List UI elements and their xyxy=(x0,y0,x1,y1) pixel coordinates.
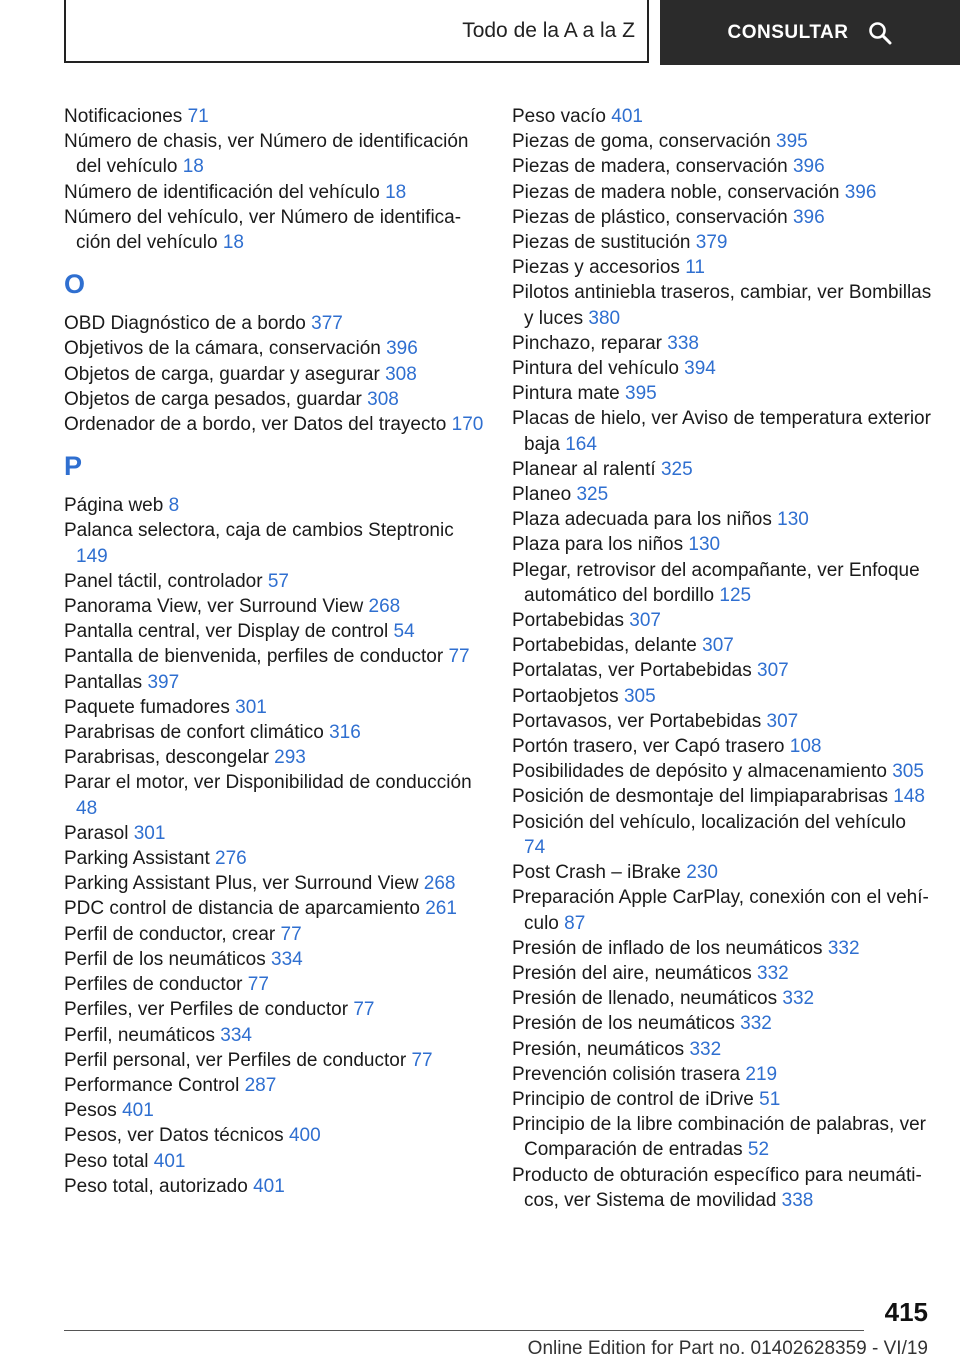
index-entry-text: Ordenador de a bordo, ver Datos del trayecto xyxy=(64,414,447,436)
index-entry-text: Post Crash – iBrake xyxy=(512,862,681,884)
index-entry-text: Perfil de conductor, crear xyxy=(64,923,276,945)
index-entry[interactable] xyxy=(512,280,932,330)
page-reference-link[interactable]: 305 xyxy=(623,685,656,707)
index-entry[interactable] xyxy=(64,387,484,412)
index-entry-text: Planear al ralentí xyxy=(512,458,656,480)
index-entry-text: Plaza para los niños xyxy=(512,534,684,556)
index-entry[interactable] xyxy=(64,205,484,255)
index-entry[interactable] xyxy=(64,1174,484,1199)
index-entry-text: Notificaciones xyxy=(64,106,183,127)
footer-divider xyxy=(64,1330,864,1331)
index-entry[interactable] xyxy=(512,356,932,381)
index-entry-text: Piezas de madera, conservación xyxy=(512,156,788,178)
index-entry[interactable] xyxy=(512,1087,932,1112)
index-letter-heading: O xyxy=(64,269,86,300)
page-reference-link[interactable]: 332 xyxy=(740,1013,772,1035)
page-number: 415 xyxy=(884,1297,928,1327)
index-entry-text: Piezas y accesorios xyxy=(512,257,680,279)
page-reference-link[interactable]: 149 xyxy=(76,545,108,567)
index-entry-text: Parabrisas, descongelar xyxy=(64,747,269,769)
magnifier-icon xyxy=(868,21,892,45)
page-reference-link[interactable]: 394 xyxy=(684,358,716,380)
index-letter-heading: P xyxy=(64,451,83,482)
page-reference-link[interactable]: 395 xyxy=(776,131,808,153)
page-reference-link[interactable]: 332 xyxy=(689,1038,722,1060)
index-entry[interactable] xyxy=(64,311,484,336)
index-entry-text: PDC control de distancia de aparcamiento xyxy=(64,898,420,920)
page-reference-link[interactable]: 74 xyxy=(524,836,546,858)
page-reference-link[interactable]: 338 xyxy=(667,332,699,354)
page-reference-link[interactable]: 401 xyxy=(122,1100,154,1122)
page-reference-link[interactable]: 170 xyxy=(451,414,484,436)
index-entry-text: Planeo xyxy=(512,484,572,506)
index-entry-text: Performance Control xyxy=(64,1074,240,1096)
index-entry[interactable] xyxy=(512,709,932,734)
index-entry[interactable] xyxy=(512,457,932,482)
page-reference-link[interactable]: 305 xyxy=(892,761,924,783)
index-entry[interactable] xyxy=(64,947,484,972)
page-reference-link[interactable]: 301 xyxy=(133,822,166,844)
index-entry[interactable] xyxy=(512,104,932,129)
index-entry[interactable] xyxy=(512,1112,932,1162)
index-entry-text: Presión de inflado de los neumáticos xyxy=(512,937,823,959)
index-entry[interactable] xyxy=(64,518,484,568)
index-entry-text: Principio de control de iDrive xyxy=(512,1088,754,1110)
index-entry[interactable] xyxy=(64,1098,484,1123)
index-entry[interactable] xyxy=(512,180,932,205)
index-entry-text: Pintura del vehículo xyxy=(512,358,679,380)
index-entry-text: Peso total, autorizado xyxy=(64,1175,248,1197)
index-entry-text: Perfiles de conductor xyxy=(64,974,243,996)
page-reference-link[interactable]: 401 xyxy=(153,1150,186,1172)
page-reference-link[interactable]: 316 xyxy=(329,722,361,744)
index-entry-text: Pantallas xyxy=(64,671,143,693)
index-entry[interactable] xyxy=(64,619,484,644)
index-entry-text: Posición del vehículo, localización del vehículo xyxy=(512,811,906,833)
page-reference-link[interactable]: 334 xyxy=(271,948,303,970)
page-reference-link[interactable]: 287 xyxy=(244,1074,277,1096)
page-reference-link[interactable]: 395 xyxy=(625,383,657,405)
index-entry[interactable] xyxy=(512,154,932,179)
index-entry-text: Paquete fumadores xyxy=(64,696,230,718)
index-entry[interactable] xyxy=(64,594,484,619)
page-reference-link[interactable]: 54 xyxy=(393,621,415,643)
index-entry-text: Panorama View, ver Surround View xyxy=(64,596,364,618)
page-reference-link[interactable]: 338 xyxy=(781,1189,814,1211)
index-entry-text: Parasol xyxy=(64,822,129,844)
index-entry[interactable] xyxy=(64,922,484,947)
page-reference-link[interactable]: 308 xyxy=(367,388,399,410)
index-entry[interactable] xyxy=(64,1023,484,1048)
index-entry-text: Piezas de plástico, conservación xyxy=(512,206,788,228)
page-reference-link[interactable]: 268 xyxy=(423,873,456,895)
index-entry-text: Palanca selectora, caja de cambios Steptronic xyxy=(64,520,454,542)
page-reference-link[interactable]: 325 xyxy=(576,484,609,506)
page-reference-link[interactable]: 77 xyxy=(280,923,302,945)
index-entry-text: Objetos de carga, guardar y asegurar xyxy=(64,363,380,385)
index-entry-text: Pilotos antiniebla traseros, cambiar, ver Bombillas y luces xyxy=(512,282,932,329)
index-entry-text: Portón trasero, ver Capó trasero xyxy=(512,736,785,758)
page-reference-link[interactable]: 71 xyxy=(187,106,209,127)
page-reference-link[interactable]: 380 xyxy=(588,307,621,329)
page-reference-link[interactable]: 332 xyxy=(757,962,789,984)
index-entry-text: Objetos de carga pesados, guardar xyxy=(64,388,362,410)
index-entry[interactable] xyxy=(64,412,484,437)
index-entry[interactable] xyxy=(512,331,932,356)
index-entry-text: Presión, neumáticos xyxy=(512,1038,685,1060)
index-entry-text: Piezas de goma, conservación xyxy=(512,131,771,153)
header-tabs xyxy=(0,0,960,66)
search-tab-label: CONSULTAR xyxy=(727,21,849,43)
index-entry[interactable] xyxy=(64,821,484,846)
index-entry-text: Portaobjetos xyxy=(512,685,619,707)
page-reference-link[interactable]: 401 xyxy=(253,1175,285,1197)
index-entry[interactable] xyxy=(512,205,932,230)
index-entry[interactable] xyxy=(64,770,484,820)
index-entry-text: Página web xyxy=(64,495,164,517)
page-reference-link[interactable]: 148 xyxy=(893,786,925,808)
index-entry[interactable] xyxy=(512,507,932,532)
index-entry[interactable] xyxy=(512,532,932,557)
page-reference-link[interactable]: 219 xyxy=(745,1063,778,1085)
page-reference-link[interactable]: 396 xyxy=(844,181,877,203)
index-tab[interactable] xyxy=(64,0,649,63)
index-entry-text: Presión de los neumáticos xyxy=(512,1013,735,1035)
index-entry[interactable] xyxy=(512,810,932,860)
index-entry-text: Número de chasis, ver Número de identificación del vehículo xyxy=(64,131,469,178)
index-entry[interactable] xyxy=(64,104,484,129)
index-entry-text: Pantalla de bienvenida, perfiles de conductor xyxy=(64,646,444,668)
page-reference-link[interactable]: 332 xyxy=(827,937,860,959)
index-entry[interactable] xyxy=(512,1037,932,1062)
index-entry-text: Objetivos de la cámara, conservación xyxy=(64,338,381,360)
index-entry[interactable] xyxy=(512,734,932,759)
index-entry[interactable] xyxy=(64,180,484,205)
index-entry[interactable] xyxy=(512,633,932,658)
page-reference-link[interactable]: 396 xyxy=(386,338,418,360)
page-reference-link[interactable]: 325 xyxy=(660,458,693,480)
page-reference-link[interactable]: 379 xyxy=(695,232,728,254)
index-entry-text: Piezas de madera noble, conservación xyxy=(512,181,840,203)
page-reference-link[interactable]: 230 xyxy=(686,862,718,884)
index-entry[interactable] xyxy=(64,1048,484,1073)
index-entry[interactable] xyxy=(64,493,484,518)
index-column-left xyxy=(64,104,484,1199)
index-entry[interactable] xyxy=(512,608,932,633)
index-entry-text: Portavasos, ver Portabebidas xyxy=(512,710,762,732)
index-entry-text: Peso vacío xyxy=(512,106,606,127)
page-reference-link[interactable]: 87 xyxy=(564,912,586,934)
page-reference-link[interactable]: 334 xyxy=(220,1024,252,1046)
index-entry[interactable] xyxy=(64,871,484,896)
page-reference-link[interactable]: 52 xyxy=(747,1139,770,1161)
page-reference-link[interactable]: 307 xyxy=(629,610,661,632)
index-entry[interactable] xyxy=(512,129,932,154)
index-entry[interactable] xyxy=(512,885,932,935)
index-entry[interactable] xyxy=(64,745,484,770)
index-entry-text: Posición de desmontaje del limpiaparabrisas xyxy=(512,786,888,808)
index-entry-text: Principio de la libre combinación de palabras, ver Comparación de entradas xyxy=(512,1114,927,1161)
page-reference-link[interactable]: 77 xyxy=(448,646,470,668)
index-entry-text: Parabrisas de confort climático xyxy=(64,722,324,744)
page-reference-link[interactable]: 130 xyxy=(688,534,721,556)
index-entry[interactable] xyxy=(512,1062,932,1087)
index-column-right xyxy=(512,104,932,1213)
index-entry-text: Placas de hielo, ver Aviso de temperatura exterior baja xyxy=(512,408,931,455)
page-reference-link[interactable]: 57 xyxy=(267,570,289,592)
page-reference-link[interactable]: 276 xyxy=(215,848,247,870)
index-entry-text: Pesos xyxy=(64,1100,117,1122)
index-entry-text: Peso total xyxy=(64,1150,149,1172)
index-entry-text: Portabebidas, delante xyxy=(512,635,697,657)
page-reference-link[interactable]: 125 xyxy=(719,584,752,606)
index-entry[interactable] xyxy=(512,936,932,961)
page-reference-link[interactable]: 11 xyxy=(685,257,705,279)
index-entry-text: Perfil, neumáticos xyxy=(64,1024,216,1046)
page-reference-link[interactable]: 401 xyxy=(611,106,643,127)
index-entry[interactable] xyxy=(512,406,932,456)
index-entry-text: Portabebidas xyxy=(512,610,624,632)
index-entry[interactable] xyxy=(64,972,484,997)
page-reference-link[interactable]: 307 xyxy=(766,710,799,732)
index-entry-text: Posibilidades de depósito y almacenamiento xyxy=(512,761,887,783)
index-entry[interactable] xyxy=(64,720,484,745)
page-reference-link[interactable]: 308 xyxy=(385,363,417,385)
index-entry[interactable] xyxy=(64,896,484,921)
index-entry-text: Presión de llenado, neumáticos xyxy=(512,988,778,1010)
index-entry[interactable] xyxy=(512,230,932,255)
index-entry-text: Preparación Apple CarPlay, conexión con el vehículo xyxy=(512,887,929,934)
index-entry[interactable] xyxy=(512,759,932,784)
page-reference-link[interactable]: 18 xyxy=(385,181,407,203)
index-entry[interactable] xyxy=(64,1149,484,1174)
index-entry[interactable] xyxy=(64,1123,484,1148)
index-entry[interactable] xyxy=(64,846,484,871)
index-entry[interactable] xyxy=(64,129,484,179)
index-entry[interactable] xyxy=(512,784,932,809)
index-entry-text: Pintura mate xyxy=(512,383,620,405)
index-entry[interactable] xyxy=(512,684,932,709)
page-reference-link[interactable]: 261 xyxy=(425,898,457,920)
index-entry[interactable] xyxy=(512,986,932,1011)
page-reference-link[interactable]: 396 xyxy=(792,206,825,228)
page-reference-link[interactable]: 77 xyxy=(247,974,269,996)
index-tab-label: Todo de la A a la Z xyxy=(462,18,635,42)
page-reference-link[interactable]: 8 xyxy=(168,495,180,517)
page-reference-link[interactable]: 332 xyxy=(782,988,815,1010)
index-entry-text: Presión del aire, neumáticos xyxy=(512,962,752,984)
index-entry-text: OBD Diagnóstico de a bordo xyxy=(64,313,306,335)
footer-edition: Online Edition for Part no. 01402628359 - VI/19 xyxy=(527,1338,928,1359)
index-entry-text: Portalatas, ver Portabebidas xyxy=(512,660,752,682)
index-entry[interactable] xyxy=(512,482,932,507)
index-entry-text: Perfil de los neumáticos xyxy=(64,948,266,970)
index-entry-text: Prevención colisión trasera xyxy=(512,1063,741,1085)
index-entry[interactable] xyxy=(64,670,484,695)
page-reference-link[interactable]: 18 xyxy=(222,232,244,254)
index-entry-text: Panel táctil, controlador xyxy=(64,570,263,592)
index-entry-text: Plegar, retrovisor del acompañante, ver Enfoque automático del bordillo xyxy=(512,559,920,606)
page-reference-link[interactable]: 48 xyxy=(76,797,98,819)
index-entry[interactable] xyxy=(64,644,484,669)
index-entry[interactable] xyxy=(512,558,932,608)
page-reference-link[interactable]: 77 xyxy=(353,999,375,1021)
index-entry[interactable] xyxy=(512,961,932,986)
index-entry[interactable] xyxy=(512,381,932,406)
index-entry-text: Plaza adecuada para los niños xyxy=(512,509,772,531)
page-reference-link[interactable]: 130 xyxy=(777,509,809,531)
page-reference-link[interactable]: 18 xyxy=(182,156,204,178)
page-reference-link[interactable]: 377 xyxy=(311,313,343,335)
index-entry[interactable] xyxy=(512,255,932,280)
index-entry-text: Piezas de sustitución xyxy=(512,232,691,254)
index-entry[interactable] xyxy=(64,362,484,387)
page-reference-link[interactable]: 396 xyxy=(792,156,825,178)
index-entry[interactable] xyxy=(64,336,484,361)
index-entry[interactable] xyxy=(512,1163,932,1213)
index-entry-text: Pinchazo, reparar xyxy=(512,332,662,354)
index-entry-text: Número de identificación del vehículo xyxy=(64,181,380,203)
index-entry-text: Parking Assistant xyxy=(64,848,210,870)
index-entry-text: Parking Assistant Plus, ver Surround View xyxy=(64,873,419,895)
page-reference-link[interactable]: 108 xyxy=(789,736,822,758)
index-entry[interactable] xyxy=(64,695,484,720)
index-entry-text: Número del vehículo, ver Número de identificación del vehículo xyxy=(64,206,462,254)
page-reference-link[interactable]: 301 xyxy=(235,696,267,718)
page-reference-link[interactable]: 164 xyxy=(565,433,597,455)
index-entry-text: Perfil personal, ver Perfiles de conductor xyxy=(64,1049,407,1071)
page-reference-link[interactable]: 400 xyxy=(288,1125,321,1147)
index-entry-text: Parar el motor, ver Disponibilidad de conducción xyxy=(64,772,472,794)
index-entry-text: Pantalla central, ver Display de control xyxy=(64,621,389,643)
index-entry[interactable] xyxy=(512,1011,932,1036)
index-entry[interactable] xyxy=(512,860,932,885)
index-entry-text: Pesos, ver Datos técnicos xyxy=(64,1125,284,1147)
index-entry-text: Perfiles, ver Perfiles de conductor xyxy=(64,999,349,1021)
index-entry[interactable] xyxy=(64,569,484,594)
index-entry[interactable] xyxy=(64,997,484,1022)
index-entry-text: Producto de obturación específico para neumáticos, ver Sistema de movilidad xyxy=(512,1164,922,1211)
page-reference-link[interactable]: 293 xyxy=(274,747,306,769)
index-entry[interactable] xyxy=(512,658,932,683)
index-entry[interactable] xyxy=(64,1073,484,1098)
page-reference-link[interactable]: 397 xyxy=(147,671,180,693)
page-reference-link[interactable]: 77 xyxy=(411,1049,433,1071)
page-reference-link[interactable]: 51 xyxy=(759,1088,781,1110)
page-reference-link[interactable]: 268 xyxy=(368,596,401,618)
page-reference-link[interactable]: 307 xyxy=(702,635,734,657)
search-tab[interactable] xyxy=(660,0,960,65)
page-reference-link[interactable]: 307 xyxy=(757,660,789,682)
